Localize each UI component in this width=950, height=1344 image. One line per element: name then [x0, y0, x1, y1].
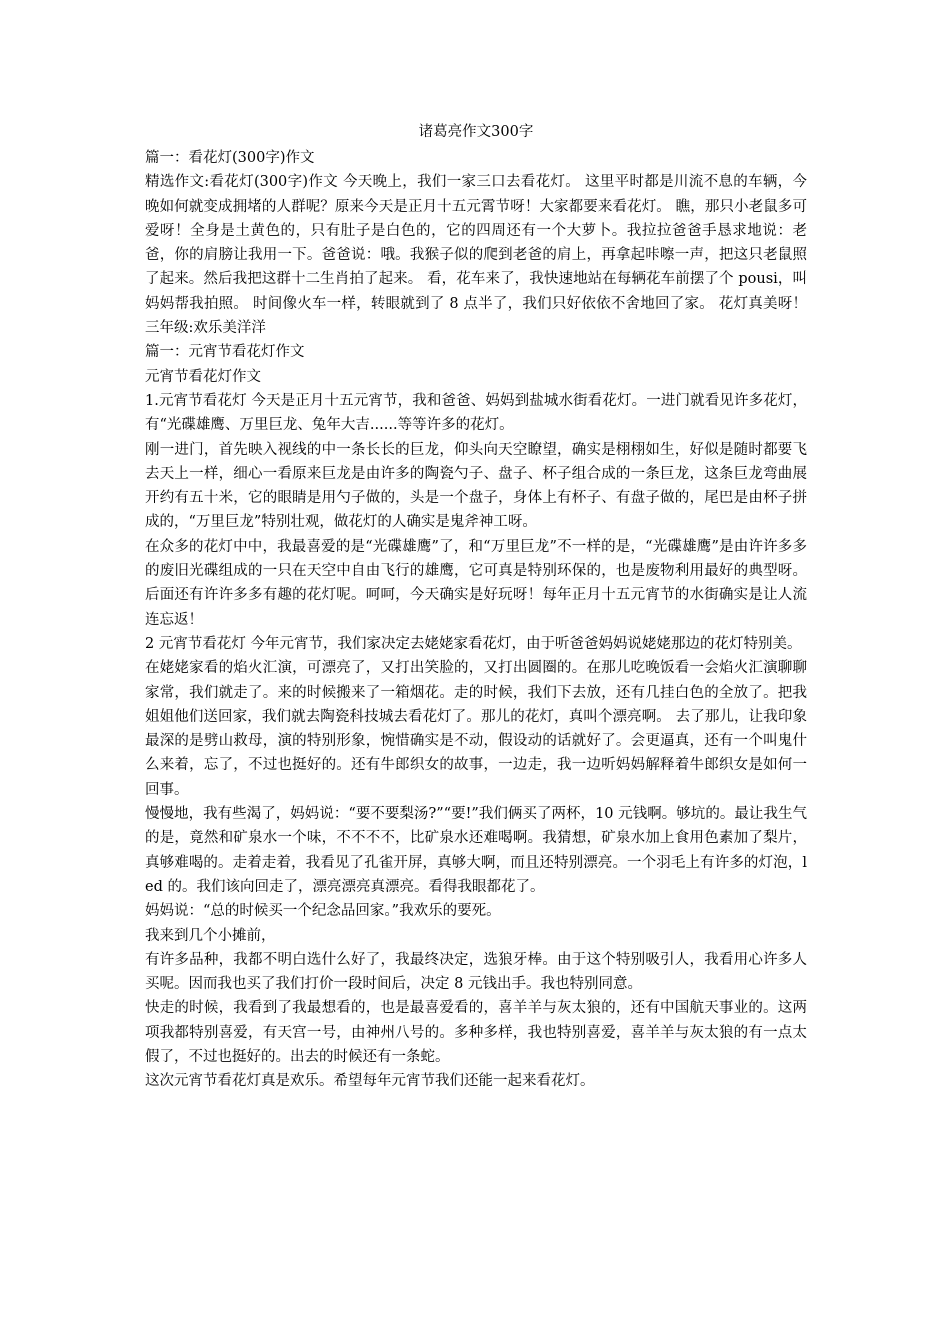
paragraph: 2 元宵节看花灯 今年元宵节，我们家决定去姥姥家看花灯，由于听爸爸妈妈说姥姥那边的花灯特别美。 [145, 635, 802, 652]
document-page [145, 120, 807, 1094]
paragraph: 在姥姥家看的焰火汇演，可漂亮了，又打出笑脸的，又打出圆圈的。在那儿吃晚饭看一会焰火汇演聊聊家常，我们就走了。来的时候搬来了一箱烟花。走的时候，我们下去放，还有几挂白色的全放了。把我姐姐他们送回家，我们就去陶瓷科技城去看花灯了。那儿的花灯，真叫个漂亮啊。 去了那儿，让我印象最深的是劈山救母，演的特别形象，惋惜确实是不动，假设动的话就好了。会更逼真，还有一个叫鬼什么来着，忘了，不过也挺好的。还有牛郎织女的故事，一边走，我一边听妈妈解释着牛郎织女是如何一回事。 [145, 660, 807, 798]
paragraph: 精选作文:看花灯(300字)作文 今天晚上，我们一家三口去看花灯。 这里平时都是川流不息的车辆，今晚如何就变成拥堵的人群呢？原来今天是正月十五元霄节呀！大家都要来看花灯。 瞧，那只小老鼠多可爱呀！全身是土黄色的，只有肚子是白色的，它的四周还有一个大萝卜。我拉拉爸爸手恳求地说：老爸，你的肩膀让我用一下。爸爸说：哦。我猴子似的爬到老爸的肩上，再拿起咔嚓一声，把这只老鼠照了起来。然后我把这群十二生肖拍了起来。 看，花车来了，我快速地站在每辆花车前摆了个 pousi，叫妈妈帮我拍照。 时间像火车一样，转眼就到了 8 点半了，我们只好依依不舍地回了家。 花灯真美呀！三年级:欢乐美洋洋 [145, 174, 807, 337]
paragraph: 快走的时候，我看到了我最想看的，也是最喜爱看的，喜羊羊与灰太狼的，还有中国航天事业的。这两项我都特别喜爱，有天宫一号，由神州八号的。多种多样，我也特别喜爱，喜羊羊与灰太狼的有一点太假了，不过也挺好的。出去的时候还有一条蛇。 [145, 1000, 807, 1065]
paragraph: 妈妈说：“总的时候买一个纪念品回家。”我欢乐的要死。 [145, 903, 501, 920]
paragraph: 篇一：元宵节看花灯作文 [145, 344, 305, 361]
paragraph: 慢慢地，我有些渴了，妈妈说：“要不要梨汤?”“要!”我们俩买了两杯，10 元钱啊。够坑的。最让我生气的是，竟然和矿泉水一个味，不不不不，比矿泉水还难喝啊。我猜想，矿泉水加上食用色素加了梨片，真够难喝的。走着走着，我看见了孔雀开屏，真够大啊，而且还特别漂亮。一个羽毛上有许多的灯泡，led 的。我们该向回走了，漂亮漂亮真漂亮。看得我眼都花了。 [145, 806, 807, 895]
document-body [145, 146, 807, 1094]
paragraph: 篇一：看花灯(300字)作文 [145, 150, 315, 166]
paragraph: 这次元宵节看花灯真是欢乐。希望每年元宵节我们还能一起来看花灯。 [145, 1073, 595, 1090]
paragraph: 我来到几个小摊前， [145, 927, 276, 944]
paragraph: 1.元宵节看花灯 今天是正月十五元宵节，我和爸爸、妈妈到盐城水街看花灯。一进门就看见许多花灯，有“光碟雄鹰、万里巨龙、兔年大吉......等等许多的花灯。 [145, 392, 807, 434]
paragraph: 有许多品种，我都不明白选什么好了，我最终决定，选狼牙棒。由于这个特别吸引人，我看用心许多人买呢。因而我也买了我们打价一段时间后，决定 8 元钱出手。我也特别同意。 [145, 951, 807, 993]
paragraph: 刚一进门，首先映入视线的中一条长长的巨龙，仰头向天空瞭望，确实是栩栩如生，好似是随时都要飞去天上一样，细心一看原来巨龙是由许多的陶瓷勺子、盘子、杯子组合成的一条巨龙，这条巨龙弯曲展开约有五十米，它的眼睛是用勺子做的，头是一个盘子，身体上有杯子、有盘子做的，尾巴是由杯子拼成的，“万里巨龙”特别壮观，做花灯的人确实是鬼斧神工呀。 [145, 441, 807, 531]
document-title: 诸葛亮作文300字 [418, 124, 534, 140]
paragraph: 在众多的花灯中中，我最喜爱的是“光碟雄鹰”了，和“万里巨龙”不一样的是，“光碟雄鹰”是由许许多多的废旧光碟组成的一只在天空中自由飞行的雄鹰，它可真是特别环保的，也是废物利用最好的典型呀。后面还有许许多多有趣的花灯呢。呵呵，今天确实是好玩呀！每年正月十五元宵节的水街确实是让人流连忘返！ [145, 538, 807, 628]
paragraph: 元宵节看花灯作文 [145, 368, 261, 385]
